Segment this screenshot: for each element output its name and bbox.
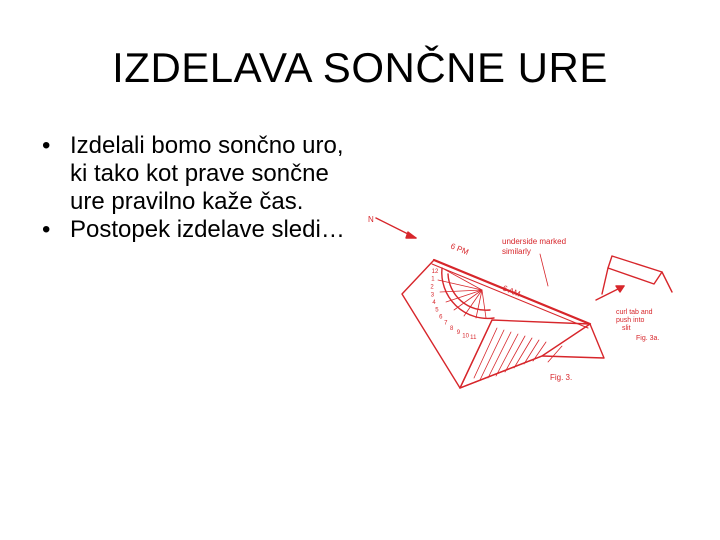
- hour-number: 2: [430, 284, 434, 291]
- similarly-label: similarly: [502, 247, 531, 256]
- hour-number: 10: [462, 333, 469, 340]
- fold-panel: [460, 320, 604, 388]
- underside-label: underside marked: [502, 237, 567, 246]
- north-label: N: [368, 215, 374, 224]
- underside-callout: [540, 254, 548, 286]
- hour-number: 5: [435, 307, 439, 314]
- push-label: push into: [616, 317, 645, 324]
- fig3a-label: Fig. 3a.: [636, 335, 660, 342]
- slide-title: IZDELAVA SONČNE URE: [112, 44, 608, 91]
- fig3-callout: [548, 346, 562, 362]
- dial-face-outline: [402, 260, 590, 388]
- hour-number: 12: [431, 268, 439, 275]
- slit-label: slit: [622, 325, 631, 332]
- bullet-item: [40, 216, 360, 244]
- hour-number: 6: [439, 314, 443, 321]
- hour-number: 8: [450, 325, 454, 332]
- right-face-label: 6 AM: [501, 283, 522, 299]
- bullet-text: Izdelali bomo sončno uro, ki tako kot prave sončne ure pravilno kaže čas.: [70, 132, 344, 215]
- hour-number: 1: [431, 276, 435, 283]
- fig3-label: Fig. 3.: [550, 373, 573, 382]
- sundial-diagram: [362, 208, 678, 404]
- bullet-text: Postopek izdelave sledi…: [70, 216, 345, 243]
- bullet-dot-icon: •: [42, 216, 51, 243]
- hour-number: 7: [444, 320, 448, 327]
- curl-tab: [608, 256, 662, 284]
- hour-number: 4: [432, 300, 436, 307]
- hour-number: 11: [470, 335, 477, 342]
- north-arrow-head-icon: [406, 232, 416, 238]
- tab-pointer-head-icon: [616, 286, 624, 292]
- curl-tab-edge: [602, 268, 608, 294]
- curl-tab-edge-2: [662, 272, 672, 292]
- bullet-dot-icon: •: [42, 132, 51, 159]
- hour-number: 9: [456, 330, 461, 337]
- curl-label: curl tab and: [616, 309, 653, 316]
- hour-number: 3: [430, 292, 435, 299]
- sundial-drawing: [362, 208, 678, 404]
- bullet-item: [40, 132, 360, 216]
- bullet-list: [40, 132, 360, 244]
- left-face-label: 6 PM: [449, 241, 470, 257]
